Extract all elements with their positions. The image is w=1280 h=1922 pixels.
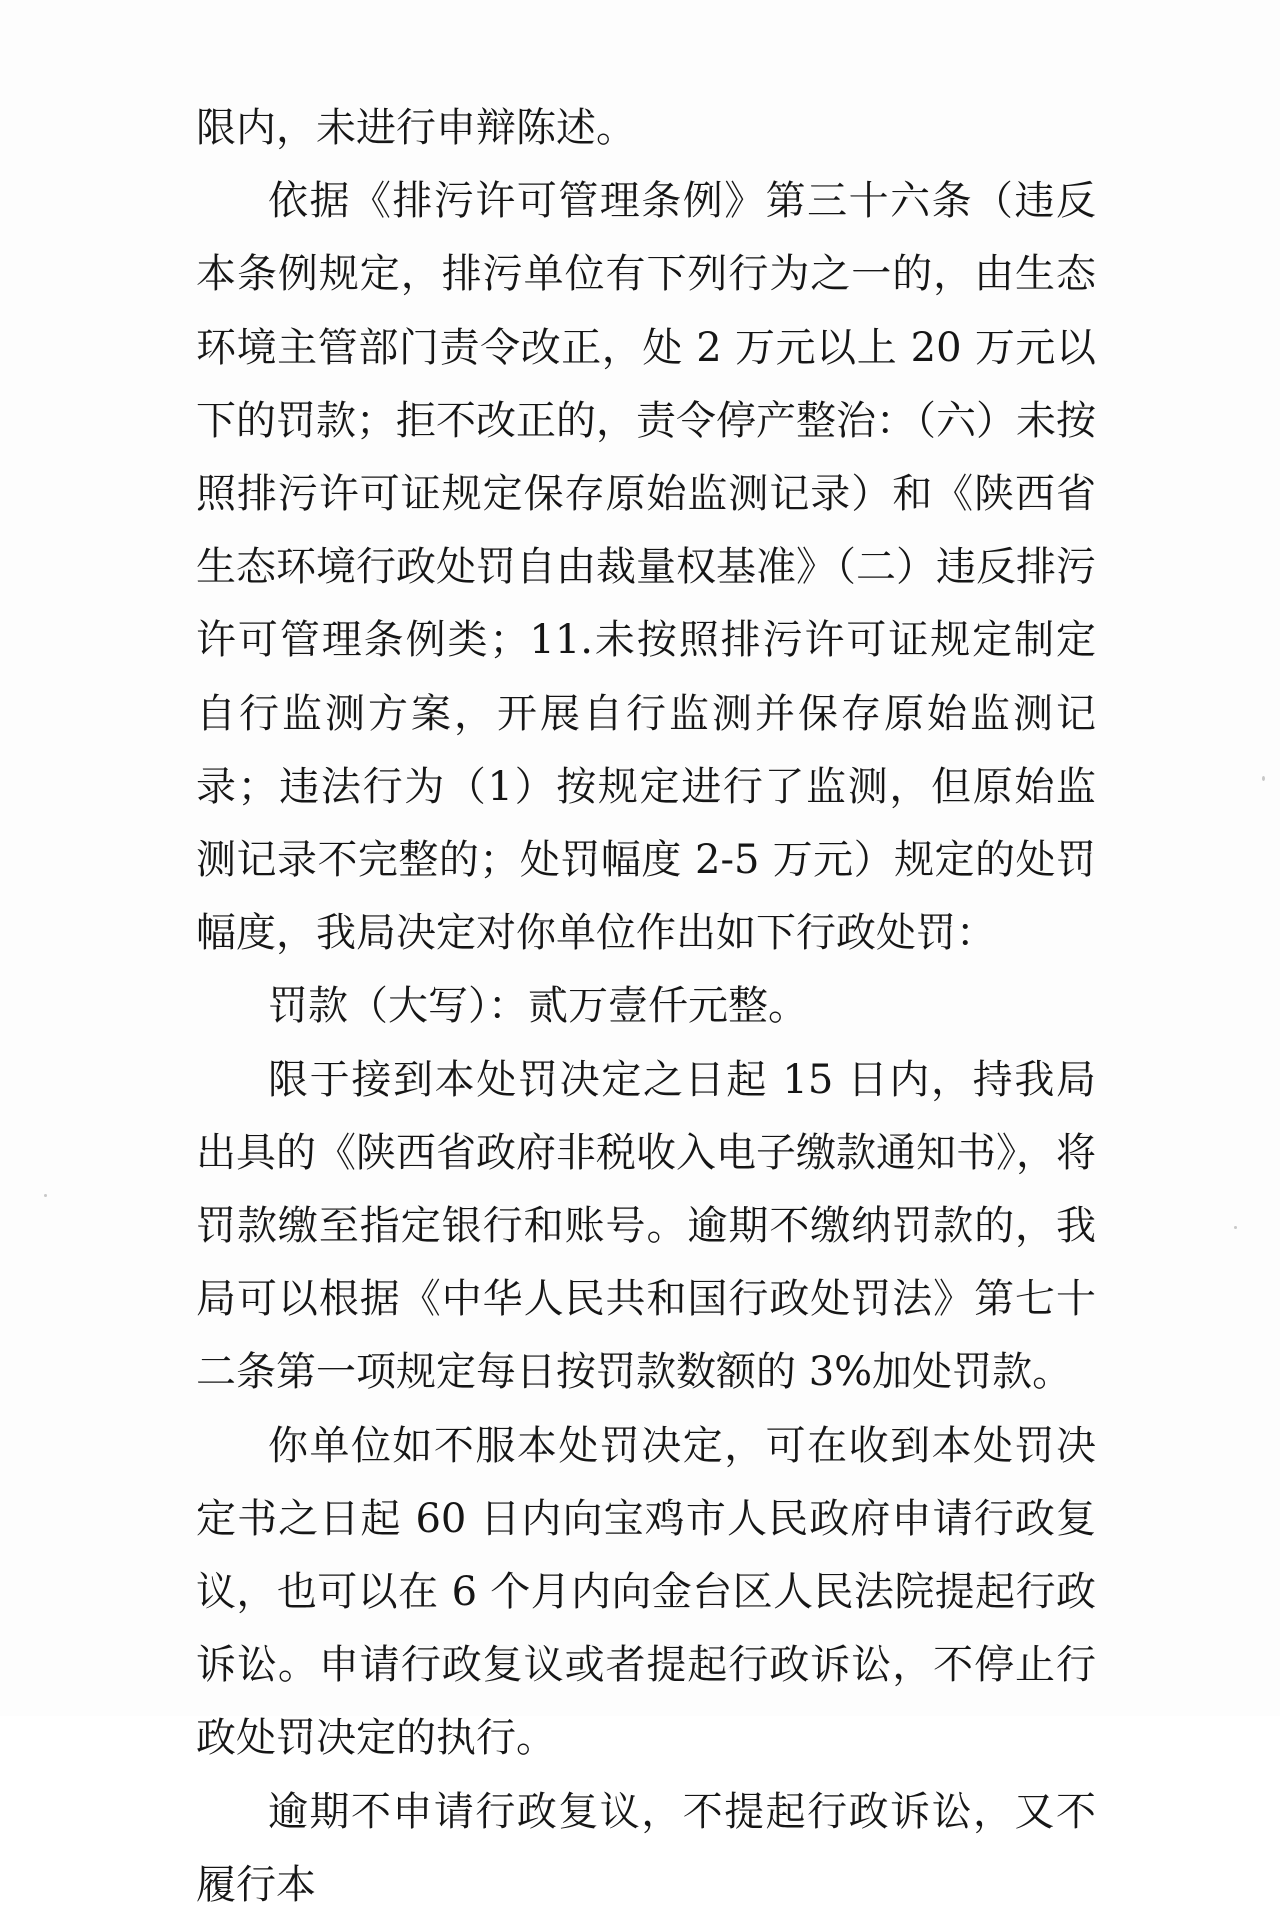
paragraph-fine-amount: 罚款（大写）：贰万壹仟元整。 <box>268 983 808 1030</box>
paragraph-legal-basis: 依据《排污许可管理条例》第三十六条（违反本条例规定，排污单位有下列行为之一的，由生态环境主管部门责令改正，处 2 万元以上 20 万元以下的罚款；拒不改正的，责令停产整治：（六）未按照排污许可证规定保存原始监测记录）和《陕西省生态环境行政处罚自由裁量权基准》（二）违反排污许可管理条例类；11.未按照排污许可证规定制定自行监测方案，开展自行监测并保存原始监测记录；违法行为（1）按规定进行了监测，但原始监测记录不完整的；处罚幅度 2-5 万元）规定的处罚幅度，我局决定对你单位作出如下行政处罚： <box>196 178 1096 957</box>
document-body <box>196 92 1096 1922</box>
scan-speck <box>1262 776 1265 781</box>
scan-speck <box>44 1194 47 1197</box>
scan-speck <box>1234 1226 1237 1229</box>
paragraph-appeal-rights: 你单位如不服本处罚决定，可在收到本处罚决定书之日起 60 日内向宝鸡市人民政府申请行政复议，也可以在 6 个月内向金台区人民法院提起行政诉讼。申请行政复议或者提起行政诉讼，不停止行政处罚决定的执行。 <box>196 1422 1096 1762</box>
paragraph-deadline-note: 限内，未进行申辩陈述。 <box>196 105 636 151</box>
paragraph-payment-terms: 限于接到本处罚决定之日起 15 日内，持我局出具的《陕西省政府非税收入电子缴款通知书》，将罚款缴至指定银行和账号。逾期不缴纳罚款的，我局可以根据《中华人民共和国行政处罚法》第七十二条第一项规定每日按罚款数额的 3%加处罚款。 <box>196 1056 1096 1396</box>
paragraph-overdue-note: 逾期不申请行政复议，不提起行政诉讼，又不履行本 <box>196 1788 1096 1908</box>
